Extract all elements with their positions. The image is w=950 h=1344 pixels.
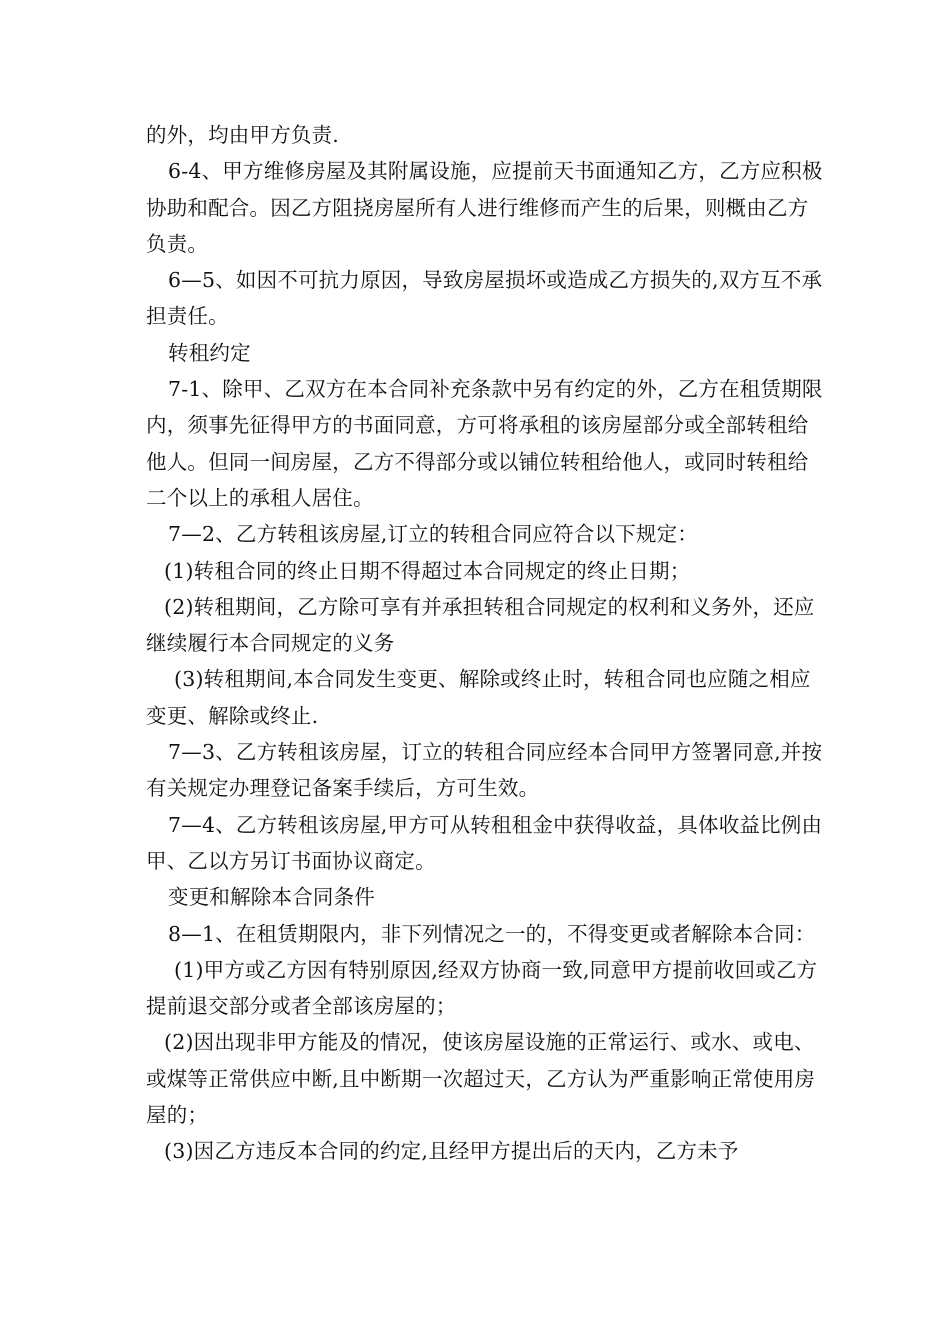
section-heading-sublease: 转租约定: [168, 340, 251, 365]
paragraph-clause-8-1: 8—1、在租赁期限内，非下列情况之一的，不得变更或者解除本合同：: [168, 921, 816, 946]
document-body: [146, 117, 826, 1170]
paragraph-item-2: (2)转租期间，乙方除可享有并承担转租合同规定的权利和义务外，还应继续履行本合同规定的义务: [146, 594, 815, 656]
paragraph-clause-7-3: 7—3、乙方转租该房屋，订立的转租合同应经本合同甲方签署同意,并按有关规定办理登记备案手续后，方可生效。: [146, 740, 823, 801]
paragraph-clause-7-2: 7—2、乙方转租该房屋,订立的转租合同应符合以下规定：: [168, 522, 699, 547]
paragraph-1: 的外，均由甲方负责.: [146, 123, 340, 147]
paragraph-clause-7-1: 7-1、除甲、乙双方在本合同补充条款中另有约定的外，乙方在租赁期限内，须事先征得甲方的书面同意，方可将承租的该房屋部分或全部转租给他人。但同一间房屋，乙方不得部分或以铺位转租给他人，或同时转租给二个以上的承租人居住。: [146, 377, 823, 510]
section-heading-termination: 变更和解除本合同条件: [168, 885, 375, 910]
paragraph-condition-1: (1)甲方或乙方因有特别原因,经双方协商一致,同意甲方提前收回或乙方提前退交部分或者全部该房屋的；: [146, 957, 818, 1019]
paragraph-clause-6-4: 6-4、甲方维修房屋及其附属设施，应提前天书面通知乙方，乙方应积极协助和配合。因乙方阻挠房屋所有人进行维修而产生的后果，则概由乙方负责。: [146, 159, 823, 256]
paragraph-item-3: (3)转租期间,本合同发生变更、解除或终止时，转租合同也应随之相应变更、解除或终止.: [146, 667, 811, 728]
paragraph-clause-6-5: 6—5、如因不可抗力原因，导致房屋损坏或造成乙方损失的,双方互不承担责任。: [146, 268, 823, 329]
paragraph-condition-3: (3)因乙方违反本合同的约定,且经甲方提出后的天内，乙方未予: [164, 1139, 739, 1164]
paragraph-condition-2: (2)因出现非甲方能及的情况，使该房屋设施的正常运行、或水、或电、或煤等正常供应中断,且中断期一次超过天，乙方认为严重影响正常使用房屋的；: [146, 1030, 816, 1128]
paragraph-item-1: (1)转租合同的终止日期不得超过本合同规定的终止日期；: [164, 558, 691, 583]
paragraph-clause-7-4: 7—4、乙方转租该房屋,甲方可从转租租金中获得收益，具体收益比例由甲、乙以方另订书面协议商定。: [146, 812, 823, 873]
